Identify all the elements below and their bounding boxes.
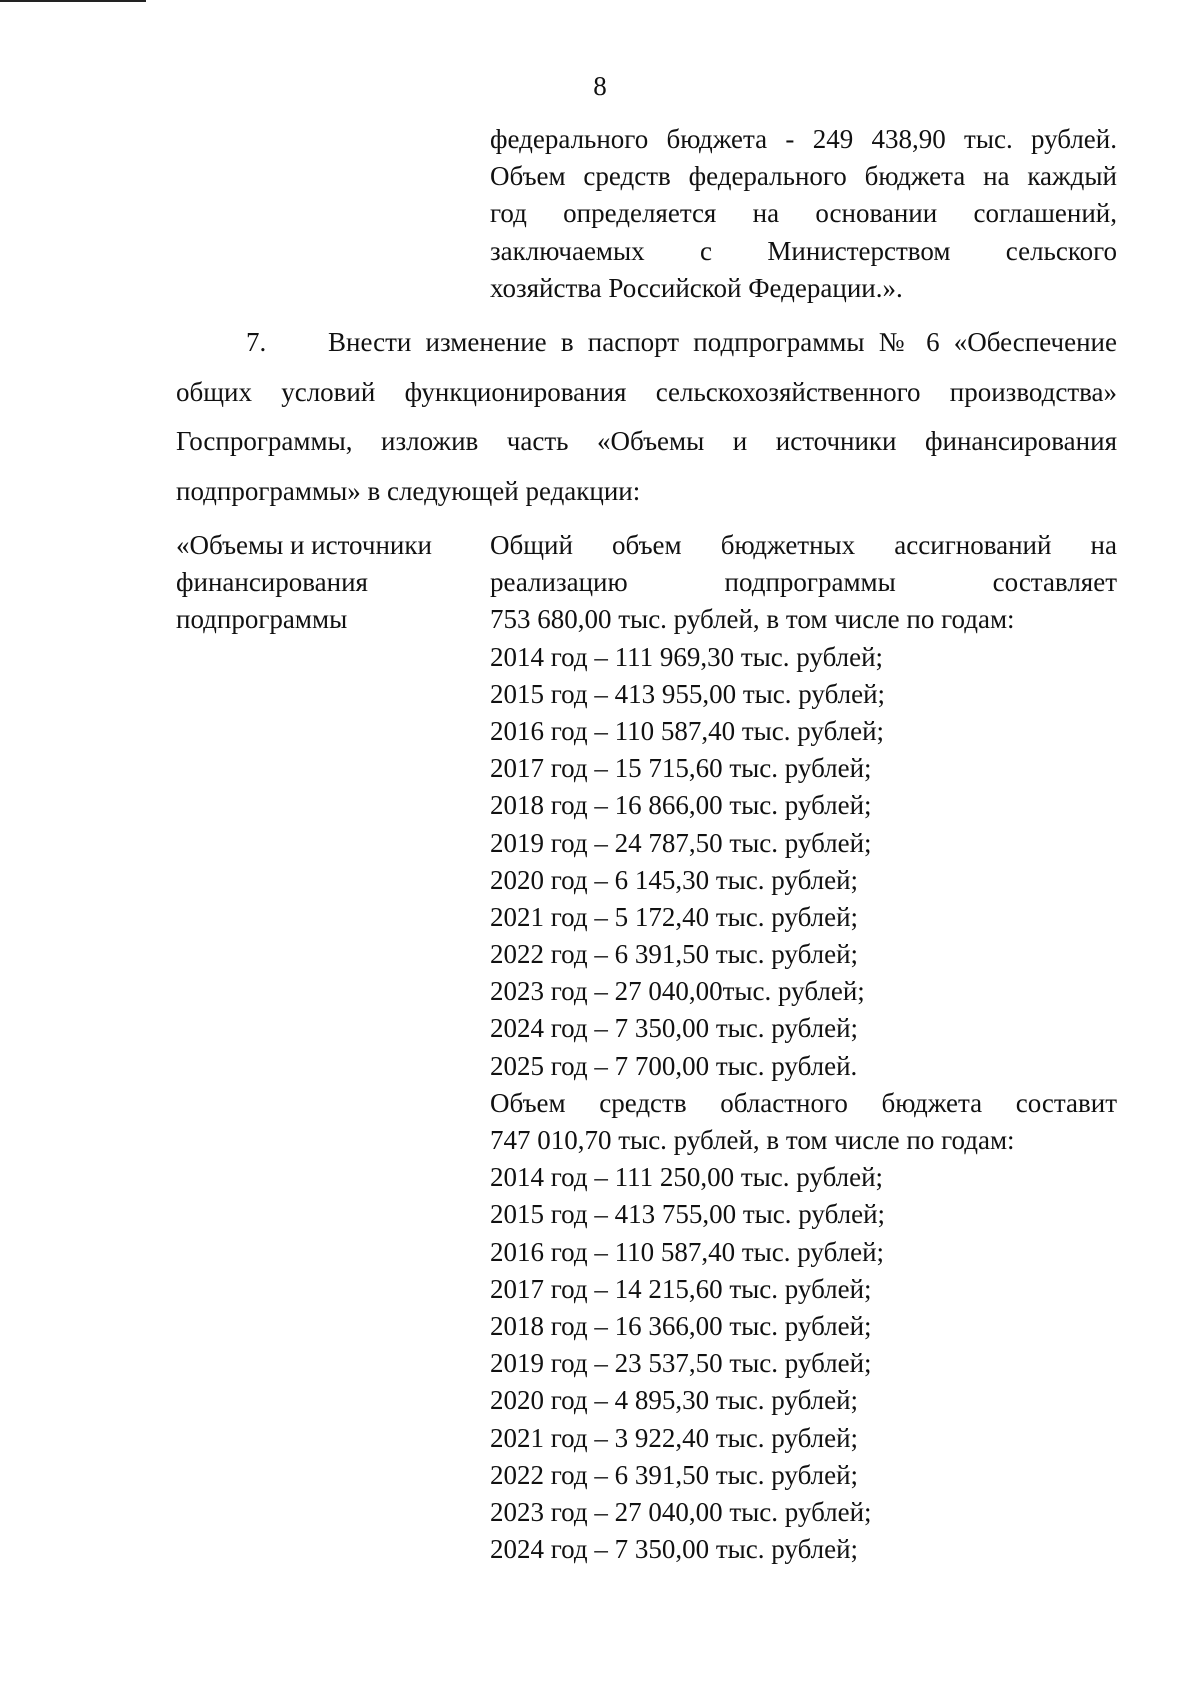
regional-year-line: 2020 год – 4 895,30 тыс. рублей;: [490, 1385, 859, 1416]
continuation-block: [490, 121, 1117, 307]
regional-year-line: 2017 год – 14 215,60 тыс. рублей;: [490, 1273, 872, 1304]
item-7-text: Внести изменение в паспорт подпрограммы № 6 «Обеспечение: [328, 327, 1117, 357]
regional-year-line: 2018 год – 16 366,00 тыс. рублей;: [490, 1310, 872, 1341]
total-year-line: 2020 год – 6 145,30 тыс. рублей;: [490, 864, 859, 895]
regional-year-line: 2024 год – 7 350,00 тыс. рублей;: [490, 1534, 859, 1565]
passport-label-line: финансирования: [176, 567, 368, 598]
total-year-line: 2014 год – 111 969,30 тыс. рублей;: [490, 641, 884, 672]
total-intro-line: реализацию подпрограммы составляет: [490, 567, 1117, 598]
item-7-line: подпрограммы» в следующей редакции:: [176, 475, 641, 506]
total-year-line: 2021 год – 5 172,40 тыс. рублей;: [490, 901, 859, 932]
page-number: 8: [593, 71, 607, 101]
regional-year-line: 2023 год – 27 040,00 тыс. рублей;: [490, 1496, 872, 1527]
item-7-line: Госпрограммы, изложив часть «Объемы и источники финансирования: [176, 426, 1117, 456]
scan-edge-line: [0, 0, 146, 2]
total-intro-line: Общий объем бюджетных ассигнований на: [490, 530, 1117, 560]
regional-intro-line: Объем средств областного бюджета составит: [490, 1087, 1117, 1118]
total-year-line: 2024 год – 7 350,00 тыс. рублей;: [490, 1013, 859, 1044]
regional-year-line: 2021 год – 3 922,40 тыс. рублей;: [490, 1422, 859, 1453]
total-year-line: 2018 год – 16 866,00 тыс. рублей;: [490, 790, 872, 821]
continuation-line: заключаемых с Министерством сельского: [490, 235, 1117, 266]
passport-body: [490, 527, 1117, 1568]
total-year-line: 2016 год – 110 587,40 тыс. рублей;: [490, 715, 885, 746]
regional-year-line: 2019 год – 23 537,50 тыс. рублей;: [490, 1348, 872, 1379]
item-7-line: [176, 318, 1117, 368]
item-7-paragraph: [176, 318, 1117, 516]
regional-intro-line: 747 010,70 тыс. рублей, в том числе по годам:: [490, 1125, 1015, 1155]
total-year-line: 2019 год – 24 787,50 тыс. рублей;: [490, 827, 872, 858]
passport-label-line: «Объемы и источники: [176, 530, 432, 560]
total-year-line: 2023 год – 27 040,00тыс. рублей;: [490, 976, 865, 1007]
item-7-line: общих условий функционирования сельскохозяйственного производства»: [176, 376, 1117, 407]
regional-year-line: 2016 год – 110 587,40 тыс. рублей;: [490, 1236, 885, 1267]
regional-year-line: 2015 год – 413 755,00 тыс. рублей;: [490, 1199, 886, 1230]
total-year-line: 2025 год – 7 700,00 тыс. рублей.: [490, 1050, 858, 1081]
continuation-line: год определяется на основании соглашений,: [490, 198, 1117, 229]
total-year-line: 2015 год – 413 955,00 тыс. рублей;: [490, 678, 886, 709]
passport-label-line: подпрограммы: [176, 604, 348, 635]
total-year-line: 2022 год – 6 391,50 тыс. рублей;: [490, 939, 859, 970]
item-number: 7.: [246, 327, 267, 357]
continuation-line: федерального бюджета - 249 438,90 тыс. рублей.: [490, 124, 1117, 154]
total-year-line: 2017 год – 15 715,60 тыс. рублей;: [490, 753, 872, 784]
passport-label: [176, 527, 466, 639]
total-intro-line: 753 680,00 тыс. рублей, в том числе по годам:: [490, 604, 1015, 635]
continuation-line: Объем средств федерального бюджета на каждый: [490, 161, 1117, 192]
regional-year-line: 2022 год – 6 391,50 тыс. рублей;: [490, 1459, 859, 1490]
regional-year-line: 2014 год – 111 250,00 тыс. рублей;: [490, 1162, 884, 1193]
continuation-line: хозяйства Российской Федерации.».: [490, 272, 903, 303]
